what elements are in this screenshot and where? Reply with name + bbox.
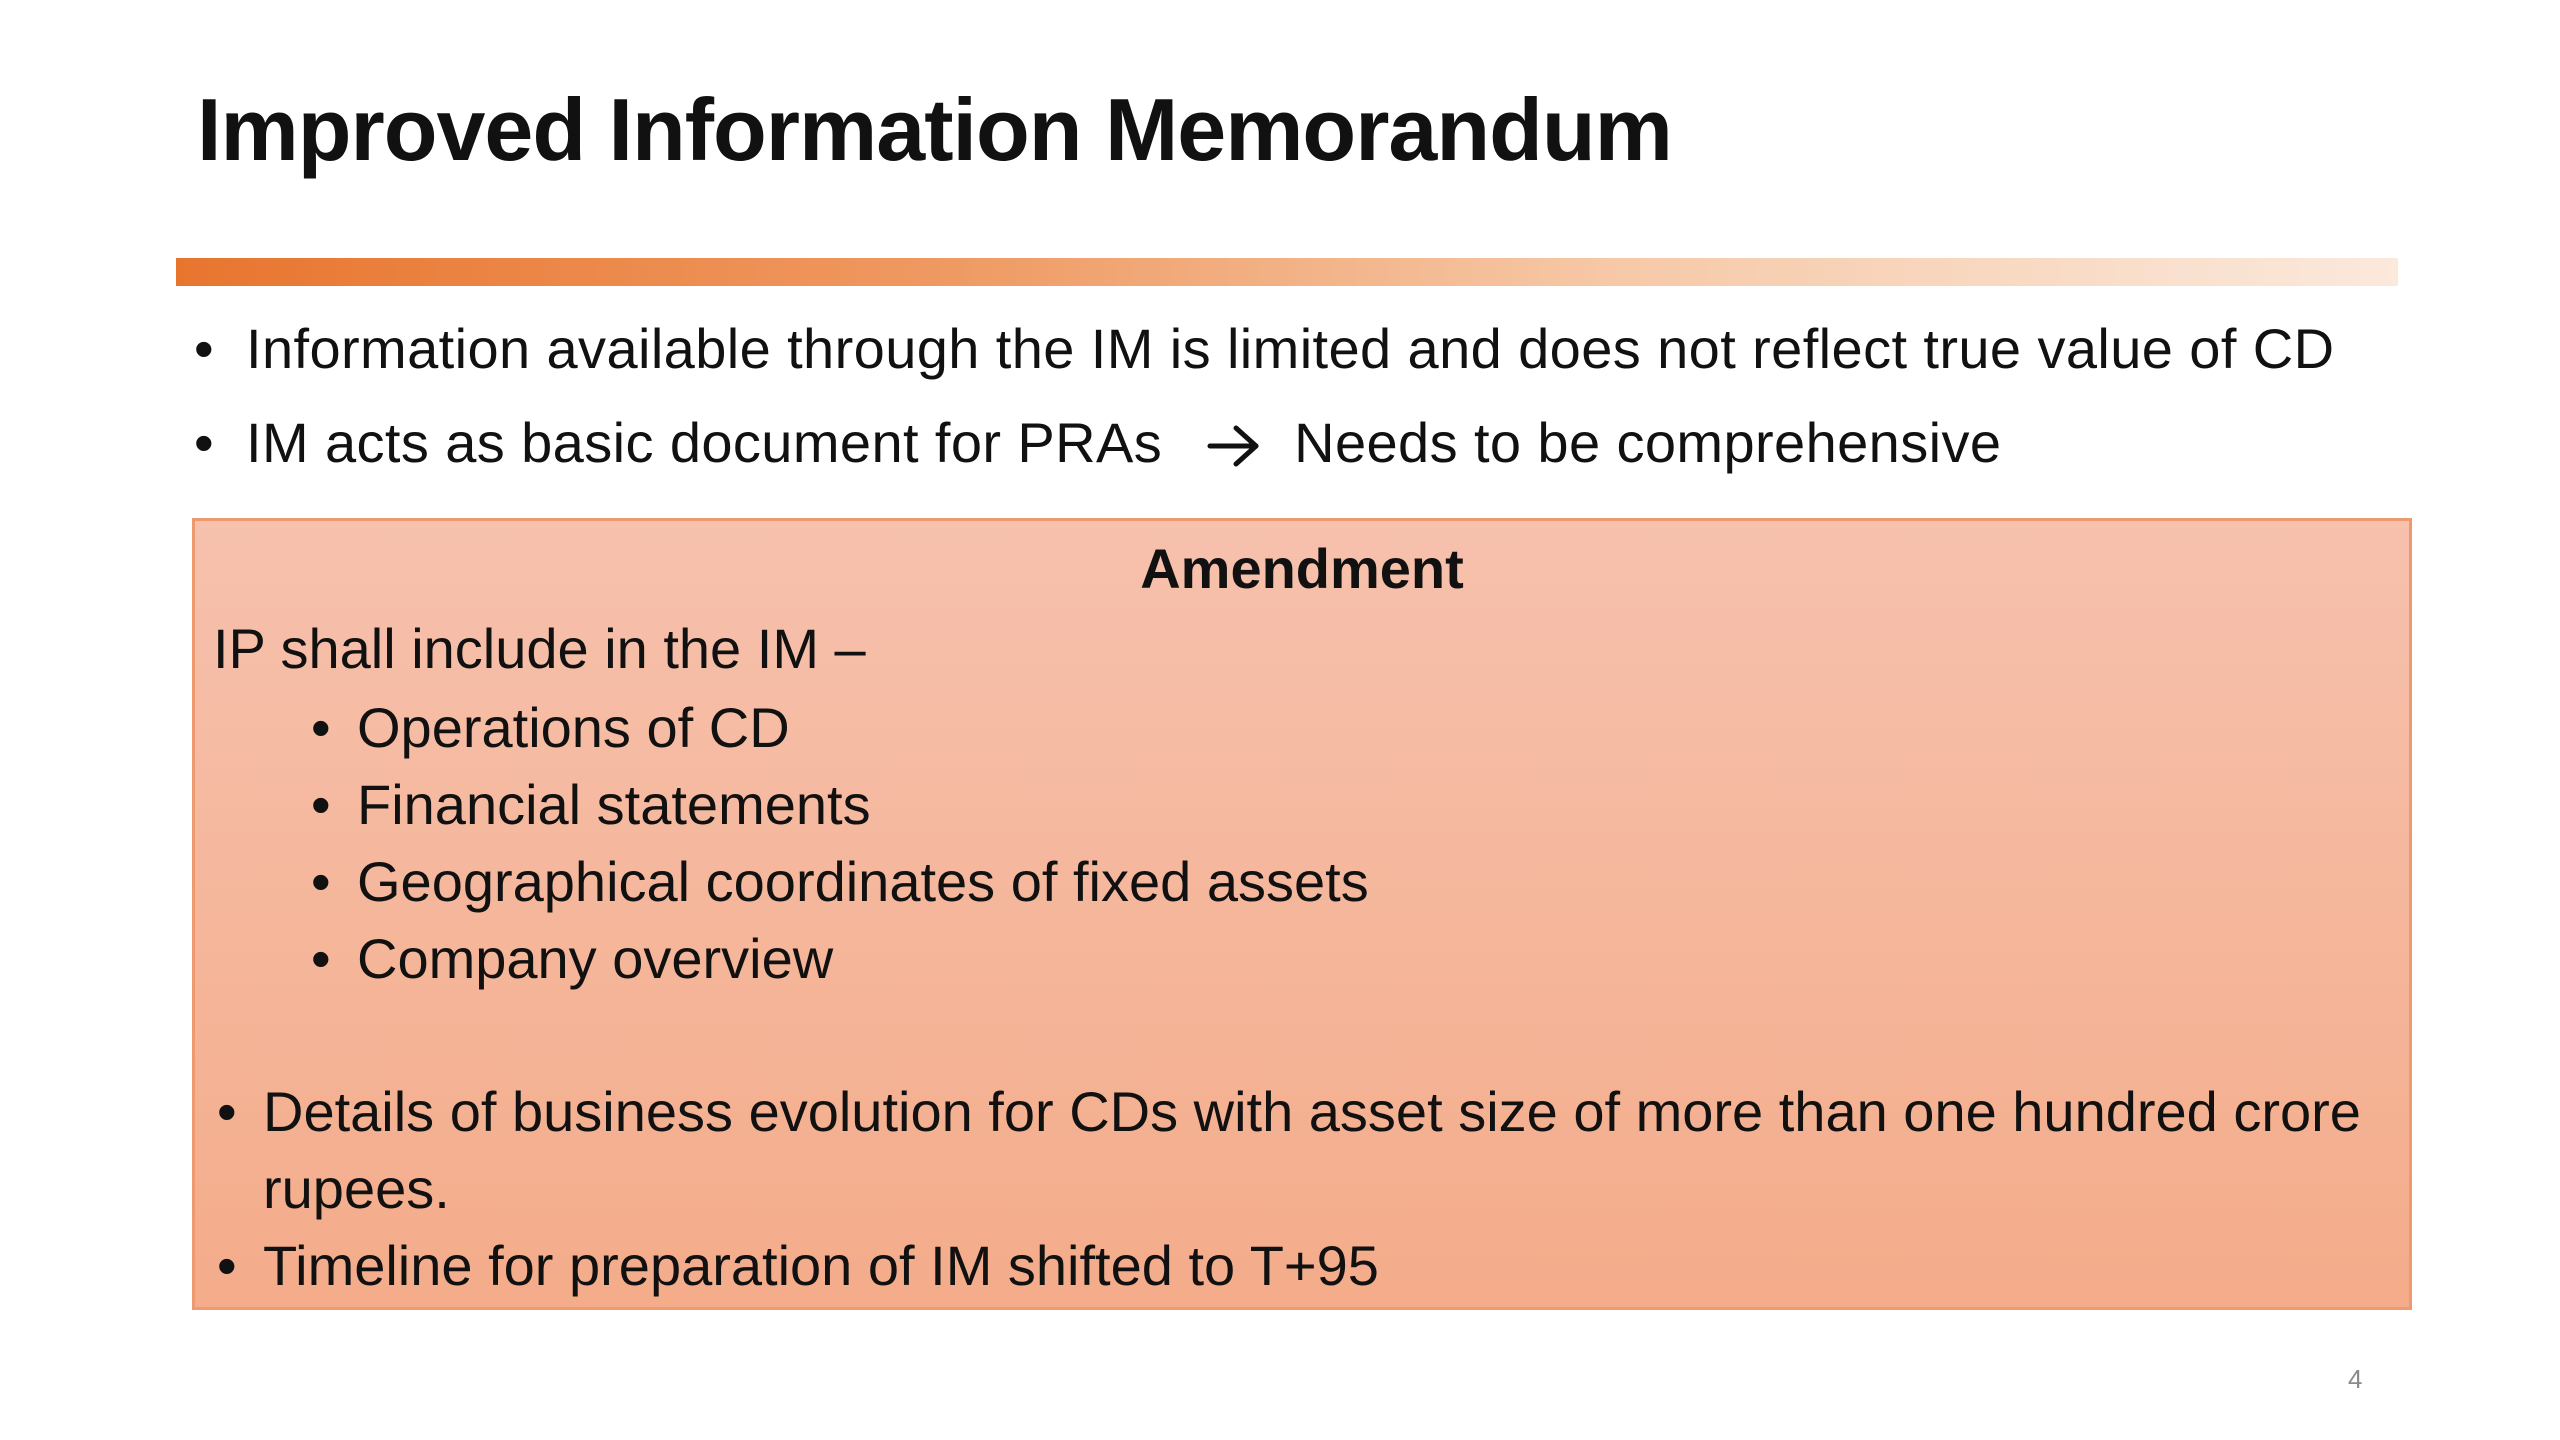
bullet-dot-icon: • [311, 850, 331, 913]
list-item-text: Financial statements [357, 773, 871, 836]
slide-title: Improved Information Memorandum [197, 80, 1672, 179]
amendment-detail-list [213, 1073, 2393, 1304]
list-item-text: Company overview [357, 927, 834, 990]
bullet-text: Information available through the IM is limited and does not reflect true value of CD [246, 317, 2335, 380]
bullet-continuation-text: Needs to be comprehensive [1294, 411, 2002, 474]
title-accent-bar [176, 258, 2398, 286]
list-item-text: Operations of CD [357, 696, 790, 759]
bullet-dot-icon: • [194, 411, 215, 474]
list-item [307, 920, 1369, 997]
bullet-dot-icon: • [217, 1234, 237, 1297]
list-item [213, 1073, 2393, 1227]
list-item-text: Details of business evolution for CDs with asset size of more than one hundred crore rupees. [263, 1080, 2361, 1220]
list-item-text: Timeline for preparation of IM shifted to T+95 [263, 1234, 1379, 1297]
list-item [307, 843, 1369, 920]
amendment-item-list [307, 689, 1369, 997]
amendment-box [192, 518, 2412, 1310]
list-item [213, 1227, 2393, 1304]
bullet-item [190, 302, 2334, 396]
list-item [307, 689, 1369, 766]
amendment-heading: Amendment [1140, 537, 1464, 600]
bullet-text: IM acts as basic document for PRAs [246, 411, 1163, 474]
list-item-text: Geographical coordinates of fixed assets [357, 850, 1369, 913]
bullet-dot-icon: • [194, 317, 215, 380]
bullet-dot-icon: • [311, 927, 331, 990]
list-item [307, 766, 1369, 843]
amendment-intro: IP shall include in the IM – [213, 617, 866, 680]
top-bullet-list [190, 302, 2334, 490]
bullet-dot-icon: • [311, 773, 331, 836]
bullet-item [190, 396, 2334, 490]
bullet-dot-icon: • [217, 1080, 237, 1143]
page-number: 4 [2348, 1364, 2363, 1394]
right-arrow-icon [1206, 396, 1264, 490]
bullet-dot-icon: • [311, 696, 331, 759]
